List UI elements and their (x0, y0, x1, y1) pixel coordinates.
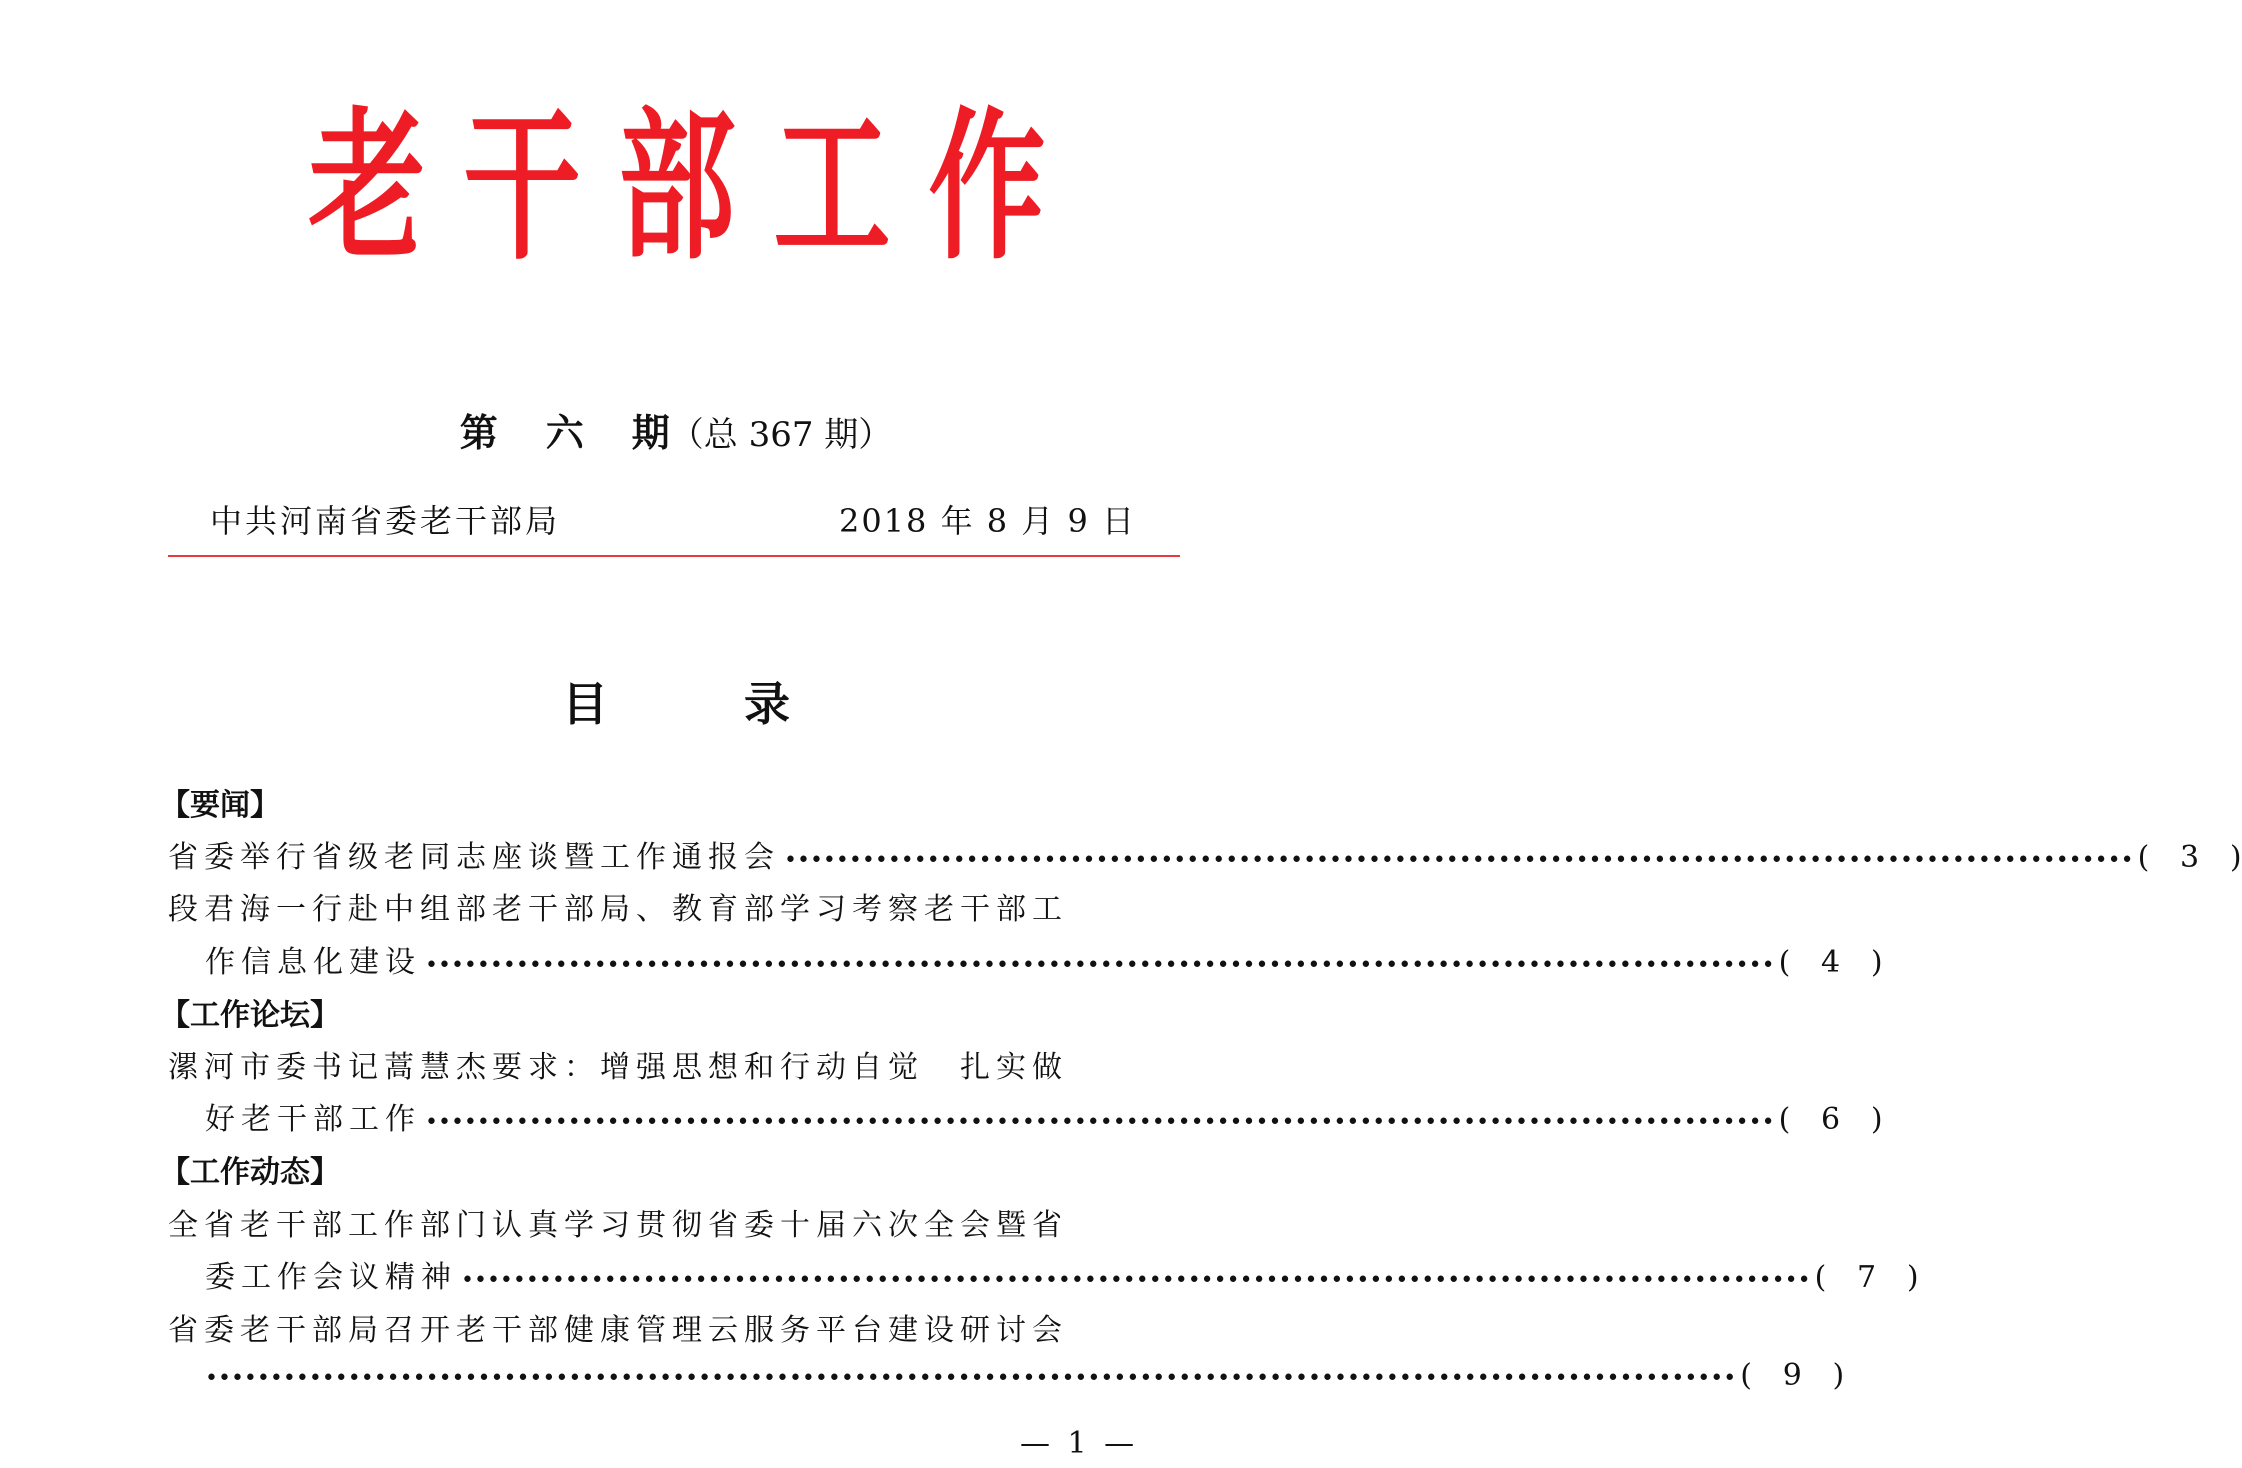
leader-dots: •••••••••••••••••••••••••••••••••••••••••••••••••••••••••••••••••••••••••••••••••••••••••••••••••••••••••••••••••••••• (205, 1366, 1737, 1391)
leader-dots: •••••••••••••••••••••••••••••••••••••••••••••••••••••••••••••••••••••••••••••••••••••••••••••••••••••••• (461, 1268, 1811, 1293)
toc-section-label: 【工作动态】 (160, 1155, 340, 1190)
toc-entry[interactable] (168, 832, 2242, 876)
page-number: — 1 — (1020, 1426, 1139, 1461)
toc-entry-page: ( 4 ) (1778, 945, 1883, 980)
issue-total: （总 367 期） (669, 415, 893, 455)
masthead-char: 老 (308, 93, 426, 282)
toc-heading (0, 668, 1352, 734)
toc-heading-left: 目 (562, 677, 608, 731)
leader-dots: •••••••••••••••••••••••••••••••••••••••••••••••••••••••••••••••••••••••••••••••••••••••••••••••••••••••• (425, 1110, 1775, 1135)
leader-dots: •••••••••••••••••••••••••••••••••••••••••••••••••••••••••••••••••••••••••••••••••••••••••••••••••••••••• (784, 848, 2134, 873)
publication-date: 2018 年 8 月 9 日 (838, 502, 1136, 540)
toc-entry-continuation[interactable] (205, 1094, 1883, 1138)
toc-entry-continuation[interactable] (205, 1358, 1845, 1393)
toc-entry-title: 段君海一行赴中组部老干部局、教育部学习考察老干部工 (168, 892, 1068, 927)
masthead-title (292, 93, 1062, 282)
toc-heading-right: 录 (744, 677, 790, 731)
issue-label-qi: 期 (631, 410, 670, 455)
toc-entry-title: 委工作会议精神 (205, 1260, 457, 1295)
toc-entry[interactable] (168, 1305, 1180, 1349)
toc-entry-page: ( 6 ) (1778, 1102, 1883, 1137)
toc-entry-continuation[interactable] (205, 937, 1883, 981)
masthead-char: 部 (618, 93, 736, 282)
toc-entry-title: 作信息化建设 (205, 945, 421, 980)
toc-entry-continuation[interactable] (205, 1252, 1919, 1296)
toc-entry-title: 好老干部工作 (205, 1102, 421, 1137)
header-divider (168, 555, 1180, 557)
toc-entry-title: 省委老干部局召开老干部健康管理云服务平台建设研讨会 (168, 1313, 1068, 1348)
issue-label-number: 六 (545, 410, 584, 455)
issue-number (0, 402, 1352, 457)
masthead-char: 工 (773, 93, 891, 282)
toc-entry-page: ( 9 ) (1740, 1358, 1845, 1393)
issue-label-di: 第 (459, 410, 498, 455)
toc-entry-title: 漯河市委书记蒿慧杰要求：增强思想和行动自觉 扎实做 (168, 1050, 1068, 1085)
toc-entry-title: 全省老干部工作部门认真学习贯彻省委十届六次全会暨省 (168, 1208, 1068, 1243)
masthead-char: 作 (928, 93, 1046, 282)
toc-entry[interactable] (168, 1042, 1180, 1086)
toc-entry[interactable] (168, 1200, 1180, 1244)
leader-dots: •••••••••••••••••••••••••••••••••••••••••••••••••••••••••••••••••••••••••••••••••••••••••••••••••••••••• (425, 953, 1775, 978)
toc-entry-title: 省委举行省级老同志座谈暨工作通报会 (168, 840, 780, 875)
toc-section-label: 【工作论坛】 (160, 998, 340, 1033)
masthead-char: 干 (463, 93, 581, 282)
toc-entry-page: ( 3 ) (2137, 840, 2242, 875)
toc-section-label: 【要闻】 (160, 788, 280, 823)
toc-entry-page: ( 7 ) (1814, 1260, 1919, 1295)
toc-entry[interactable] (168, 884, 1180, 928)
publisher-organization: 中共河南省委老干部局 (210, 502, 561, 540)
